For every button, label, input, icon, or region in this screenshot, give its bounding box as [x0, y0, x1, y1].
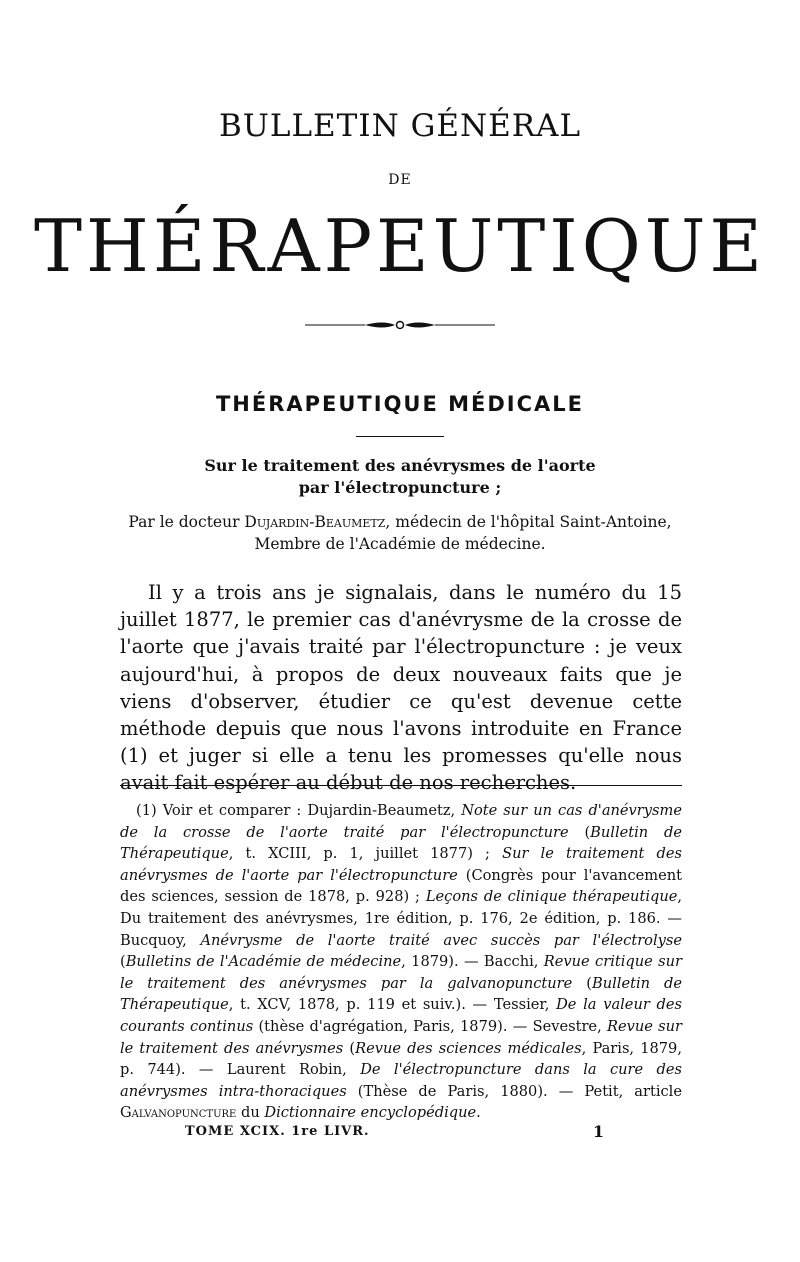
byline-affiliation: , médecin de l'hôpital Saint-Antoine, — [385, 513, 672, 531]
journal-title-line2: DE — [388, 172, 412, 188]
footnote-text: (1) Voir et comparer : Dujardin-Beaumetz, — [136, 802, 462, 819]
article-title-line2: par l'électropuncture ; — [298, 478, 502, 497]
byline-prefix: Par le docteur — [128, 513, 245, 531]
ornament-divider — [305, 318, 495, 332]
journal-title-line1: BULLETIN GÉNÉRAL — [218, 108, 582, 144]
body-paragraph: Il y a trois ans je signalais, dans le numéro du 15 juillet 1877, le premier cas d'anévrysme de la crosse de l'aorte que j'avais traité par l'électropuncture : je veux aujourd'hui, à propos de deux nouveaux faits que je viens d'observer, étudier ce qu'est devenue cette méthode depuis que nous l'avons introduite en France (1) et juger si elle a tenu les promesses qu'elle nous avait fait espérer au début de nos recherches. — [120, 581, 682, 795]
footnote-citation-title: Revue critique sur le traitement des anévrysmes par la galvanopuncture — [120, 953, 682, 992]
footnote-citation-title: Revue sur le traitement des anévrysmes — [120, 1017, 682, 1057]
section-title: THÉRAPEUTIQUE MÉDICALE — [215, 392, 585, 416]
footnote-rule — [120, 785, 682, 786]
footnote-text: , 1879). — Bacchi, — [401, 953, 544, 971]
byline-line2: Membre de l'Académie de médecine. — [254, 535, 546, 553]
footnote-text: . — [476, 1104, 481, 1122]
body-text — [120, 579, 682, 797]
footnote-article-name: Galvanopuncture — [120, 1104, 237, 1122]
footnote-text: ( — [343, 1039, 356, 1057]
footnote-text: ( — [572, 974, 592, 992]
footnote-citation-title: Bulletins de l'Académie de médecine — [125, 953, 402, 971]
footnote-text: (thèse d'agrégation, Paris, 1879). — Sevestre, — [253, 1017, 607, 1035]
footnote-citation-title: Anévrysme de l'aorte traité avec succès par l'électrolyse — [200, 931, 682, 949]
footnote-citation-title: Leçons de clinique thérapeutique — [425, 888, 678, 906]
footnote-citation-title: De la valeur des courants continus — [120, 996, 682, 1035]
article-title — [0, 455, 800, 499]
footnote-text: , Paris, 1879, p. 744). — Laurent Robin, — [120, 1039, 682, 1079]
byline-author: Dujardin-Beaumetz — [244, 513, 386, 531]
article-title-line1: Sur le traitement des anévrysmes de l'aorte — [204, 456, 596, 475]
footnote-citation-title: Dictionnaire encyclopédique — [264, 1104, 477, 1122]
footnote-citation-title: De l'électropuncture dans la cure des anévrysmes intra-thoraciques — [120, 1061, 683, 1100]
page-number: 1 — [592, 1122, 605, 1141]
footnote-citation-title: Sur le traitement des anévrysmes de l'aorte par l'électropuncture — [120, 845, 682, 884]
footnote-citation-title: Bulletin de Thérapeutique — [120, 823, 682, 863]
byline-line1 — [0, 511, 800, 533]
footnote-citation-title: Note sur un cas d'anévrysme de la crosse de l'aorte traité par l'électropuncture — [120, 802, 682, 841]
footnote-citation-title: Bulletin de Thérapeutique — [120, 974, 682, 1014]
footnote-text: ( — [120, 953, 126, 971]
footnote-text: ( — [568, 823, 591, 841]
footnote-text: , t. XCIII, p. 1, juillet 1877) ; — [228, 845, 503, 863]
footnote-text: (Congrès pour l'avancement des sciences, session de 1878, p. 928) ; — [120, 866, 682, 906]
tome-livraison: TOME XCIX. 1re LIVR. — [185, 1124, 370, 1139]
footnote-text: (Thèse de Paris, 1880). — Petit, article — [346, 1082, 682, 1100]
footnote-text: , Du traitement des anévrysmes, 1re édition, p. 176, 2e édition, p. 186. — Bucquoy, — [120, 888, 683, 949]
footnote-paragraph — [120, 800, 682, 1124]
footnote — [120, 800, 682, 1124]
footnote-text: du — [236, 1104, 265, 1122]
journal-title-main: THÉRAPEUTIQUE — [34, 204, 766, 288]
footnote-text: , t. XCV, 1878, p. 119 et suiv.). — Tessier, — [228, 996, 557, 1014]
section-divider — [356, 436, 444, 437]
footnote-citation-title: Revue des sciences médicales — [355, 1039, 582, 1057]
byline — [0, 511, 800, 555]
